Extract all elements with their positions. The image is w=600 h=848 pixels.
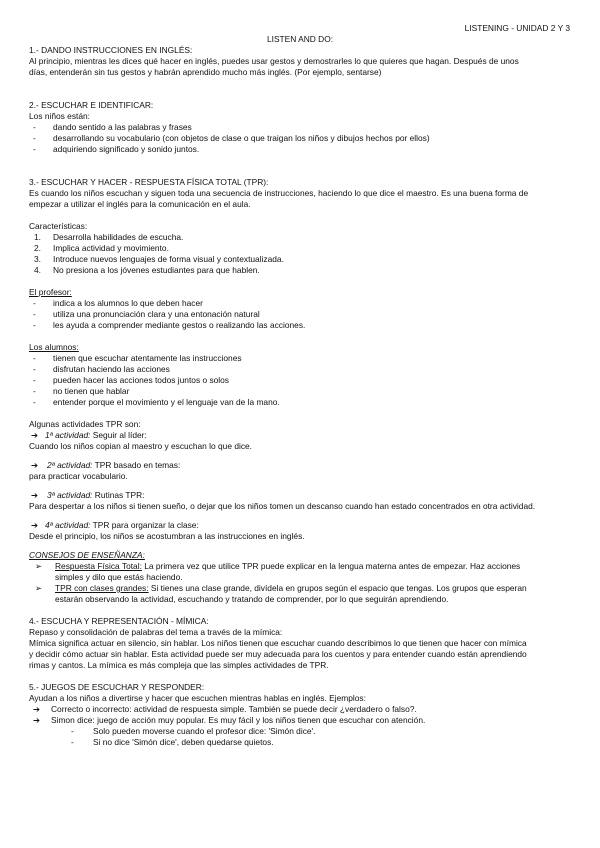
activity-desc: para practicar vocabulario. <box>29 471 128 481</box>
section-5-heading: 5.- JUEGOS DE ESCUCHAR Y RESPONDER: <box>29 682 205 692</box>
arrow-icon: ➔ <box>31 430 39 440</box>
activity-desc: Desde el principio, los niños se acostumbran a las instrucciones en inglés. <box>29 531 305 541</box>
list-item: - no tienen que hablar <box>33 386 130 396</box>
tips-heading: CONSEJOS DE ENSEÑANZA: <box>29 550 145 560</box>
section-1-heading: 1.- DANDO INSTRUCCIONES EN INGLÉS: <box>29 45 193 55</box>
characteristics-heading: Características: <box>29 221 88 231</box>
section-4-heading: 4.- ESCUCHA Y REPRESENTACIÓN - MÍMICA: <box>29 616 209 626</box>
list-item: - les ayuda a comprender mediante gestos o realizando las acciones. <box>33 320 306 330</box>
section-5-intro: Ayudan a los niños a divertirse y hacer que escuchen mientras hablas en inglés. Ejemplos: <box>29 693 366 703</box>
activity-title: ➔ 4ª actividad: TPR para organizar la clase: <box>31 520 199 530</box>
arrow-icon: ➔ <box>33 704 41 714</box>
teacher-heading: El profesor: <box>29 287 72 297</box>
section-3-heading: 3.- ESCUCHAR Y HACER - RESPUESTA FÍSICA TOTAL (TPR): <box>29 177 269 187</box>
list-item: - indica a los alumnos lo que deben hacer <box>33 298 203 308</box>
section-1-line: Al principio, mientras les dices qué hacer en inglés, puedes usar gestos y demostrarles lo que quieres que hagan. Después de unos <box>29 56 519 66</box>
section-4-line: Repaso y consolidación de palabras del tema a través de la mímica: <box>29 627 283 637</box>
list-item: - adquiriendo significado y sonido juntos. <box>33 144 200 154</box>
section-2-intro: Los niños están: <box>29 111 90 121</box>
list-item: - dando sentido a las palabras y frases <box>33 122 192 132</box>
document-title: LISTEN AND DO: <box>266 34 334 44</box>
list-item: ➔ Simon dice: juego de acción muy popular. Es muy fácil y los niños tienen que escuchar con atención. <box>29 715 574 726</box>
sub-list-item: - Si no dice 'Simón dice', deben quedarse quietos. <box>71 737 274 747</box>
list-item: 4. No presiona a los jóvenes estudiantes para que hablen. <box>34 265 260 275</box>
list-item: - entender porque el movimiento y el lenguaje van de la mano. <box>33 397 280 407</box>
section-4-line: rimas y cantos. La mímica es más compleja que las simples actividades de TPR. <box>29 660 329 670</box>
section-2-heading: 2.- ESCUCHAR E IDENTIFICAR: <box>29 100 154 110</box>
list-item: - desarrollando su vocabulario (con objetos de clase o que traigan los niños y dibujos hechos por ellos) <box>33 133 430 143</box>
students-heading: Los alumnos: <box>29 342 79 352</box>
activity-desc: Para despertar a los niños si tienen sueño, o dejar que los niños tomen un descanso cuando han estado concentrados en otra actividad. <box>29 501 536 511</box>
page-header: LISTENING - UNIDAD 2 Y 3 <box>464 23 570 33</box>
list-item: - tienen que escuchar atentamente las instrucciones <box>33 353 242 363</box>
tip-item: ➢ Respuesta Física Total: La primera vez que utilice TPR puede explicar en la lengua materna antes de empezar. Haz acciones simples y dilo que estás haciendo. <box>29 561 574 583</box>
list-item: - utiliza una pronunciación clara y una entonación natural <box>33 309 260 319</box>
section-4-line: Mímica significa actuar en silencio, sin hablar. Los niños tienen que escuchar cuando describimos lo que tienen que hacer con mímica <box>29 638 527 648</box>
activities-heading: Algunas actividades TPR son: <box>29 419 141 429</box>
activity-desc: Cuando los niños copian al maestro y escuchan lo que dice. <box>29 441 253 451</box>
activity-title: ➔ 2ª actividad: TPR basado en temas: <box>31 460 181 470</box>
arrow-icon: ➔ <box>31 520 39 530</box>
section-3-line: Es cuando los niños escuchan y siguen toda una secuencia de instrucciones, haciendo lo que dice el maestro. Es una buena forma de <box>29 188 529 198</box>
list-item: - disfrutan haciendo las acciones <box>33 364 170 374</box>
triangle-bullet-icon: ➢ <box>35 583 43 593</box>
triangle-bullet-icon: ➢ <box>35 561 43 571</box>
list-item: 1. Desarrolla habilidades de escucha. <box>34 232 184 242</box>
section-1-line: días, entenderán sin tus gestos y habrán aprendido mucho más inglés. (Por ejemplo, sentarse) <box>29 67 382 77</box>
arrow-icon: ➔ <box>31 490 39 500</box>
tip-item: ➢ TPR con clases grandes: Si tienes una clase grande, divídela en grupos según el espacio que tengas. Los grupos que esperan estarán observando la actividad, escuchando y tratando de comprender, por lo que seguirán aprendiendo. <box>29 583 574 605</box>
document-body <box>29 45 574 748</box>
list-item: 3. Introduce nuevos lenguajes de forma visual y contextualizada. <box>34 254 284 264</box>
activity-title: ➔ 3ª actividad: Rutinas TPR: <box>31 490 145 500</box>
list-item: ➔ Correcto o incorrecto: actividad de respuesta simple. También se puede decir ¿verdadero o falso?. <box>29 704 574 715</box>
arrow-icon: ➔ <box>31 460 39 470</box>
section-3-line: empezar a utilizar el inglés para la comunicación en el aula. <box>29 199 251 209</box>
sub-list-item: - Solo pueden moverse cuando el profesor dice: 'Simón dice'. <box>71 726 316 736</box>
list-item: - pueden hacer las acciones todos juntos o solos <box>33 375 229 385</box>
list-item: 2. Implica actividad y movimiento. <box>34 243 169 253</box>
section-4-line: y decidir cómo actuar sin hablar. Esta actividad puede ser muy adecuada para los cuentos y para entender cuando están aprendiendo <box>29 649 527 659</box>
activity-title: ➔ 1ª actividad: Seguir al líder: <box>31 430 147 440</box>
arrow-icon: ➔ <box>33 715 41 725</box>
